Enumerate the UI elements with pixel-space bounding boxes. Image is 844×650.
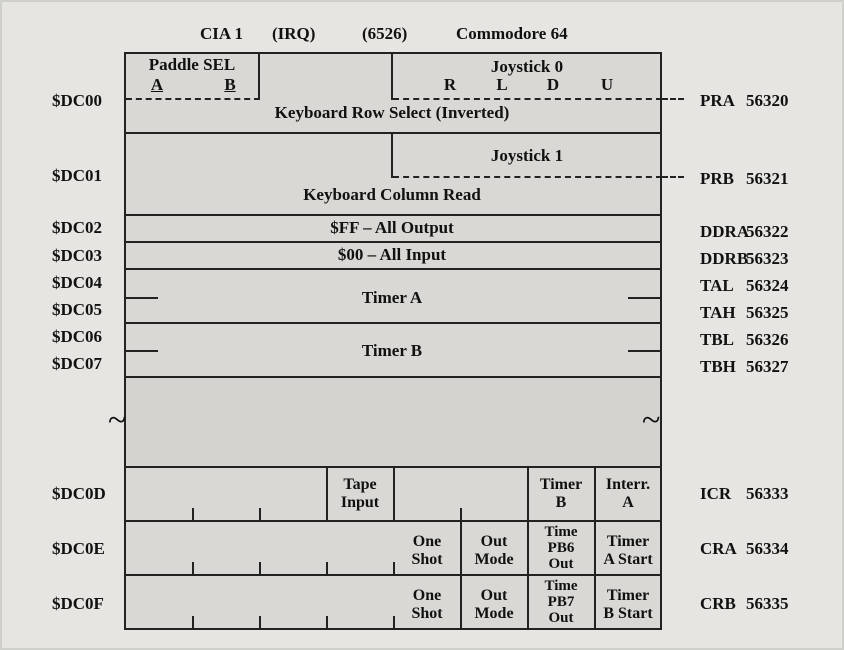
name-tah: TAH — [700, 303, 736, 322]
cra-divider-3 — [594, 522, 596, 574]
dc00-paddle-dash — [126, 98, 260, 100]
timer-b-tick-left — [126, 350, 158, 352]
decimal-56327: 56327 — [746, 357, 789, 376]
dc00-paddle-label: Paddle SEL — [148, 55, 236, 74]
dc01-keyboard-label: Keyboard Column Read — [303, 185, 481, 204]
cra-tick-2 — [259, 562, 261, 574]
dc00-keyboard-label: Keyboard Row Select (Inverted) — [274, 103, 510, 122]
title-irq: (IRQ) — [272, 24, 316, 43]
dc02-label: $FF – All Output — [330, 218, 454, 237]
crb-time-line2: PB7 — [547, 594, 575, 610]
icr-intera-line1: Interr. — [605, 476, 651, 493]
icr-tape-line1: Tape — [343, 476, 377, 493]
address-dc05: $DC05 — [52, 300, 103, 319]
timer-b-tick-right — [628, 350, 660, 352]
cra-time-line1: Time — [544, 524, 578, 540]
icr-tick-2 — [259, 508, 261, 520]
timer-a-tick-left — [126, 297, 158, 299]
separator-dc00-dc01 — [124, 132, 662, 134]
icr-timerb-line2: B — [555, 494, 567, 511]
crb-oneshot-line1: One — [412, 587, 442, 604]
address-dc06: $DC06 — [52, 327, 103, 346]
icr-intera-line2: A — [622, 494, 634, 511]
decimal-56324: 56324 — [746, 276, 789, 295]
address-dc0d: $DC0D — [52, 484, 106, 503]
dc01-prb-leader — [662, 176, 684, 178]
crb-tick-3 — [326, 616, 328, 628]
crb-time-line1: Time — [544, 578, 578, 594]
icr-divider-timerb-left — [527, 466, 529, 520]
title-chip: (6526) — [362, 24, 408, 43]
crb-time-line3: Out — [548, 610, 574, 626]
crb-tick-4 — [393, 616, 395, 628]
break-mark-right: ~ — [642, 402, 661, 439]
decimal-56322: 56322 — [746, 222, 789, 241]
dc01-joystick-label: Joystick 1 — [490, 146, 564, 165]
cra-time-line3: Out — [548, 556, 574, 572]
crb-divider-3 — [594, 576, 596, 630]
break-mark-left: ~ — [108, 402, 127, 439]
register-gap-block — [124, 376, 662, 468]
decimal-56323: 56323 — [746, 249, 789, 268]
cra-outmode-line1: Out — [480, 533, 508, 550]
dc00-paddle-a: A — [150, 75, 164, 94]
decimal-56321: 56321 — [746, 169, 789, 188]
crb-outmode-line2: Mode — [474, 605, 514, 622]
name-pra: PRA — [700, 91, 735, 110]
name-ddra: DDRA — [700, 222, 750, 241]
decimal-56326: 56326 — [746, 330, 789, 349]
cra-oneshot-line2: Shot — [411, 551, 443, 568]
cra-tick-4 — [393, 562, 395, 574]
icr-divider-tape-left — [326, 466, 328, 520]
address-dc03: $DC03 — [52, 246, 103, 265]
dc00-joystick-label: Joystick 0 — [490, 57, 564, 76]
icr-tick-1 — [192, 508, 194, 520]
cra-time-line2: PB6 — [547, 540, 575, 556]
dc00-joy-u: U — [600, 75, 614, 94]
crb-outmode-line1: Out — [480, 587, 508, 604]
address-dc0f: $DC0F — [52, 594, 104, 613]
name-tbl: TBL — [700, 330, 735, 349]
crb-start-line2: B Start — [603, 605, 653, 622]
cra-oneshot-line1: One — [412, 533, 442, 550]
decimal-56335: 56335 — [746, 594, 789, 613]
dc00-paddle-b: B — [224, 75, 236, 94]
cra-tick-1 — [192, 562, 194, 574]
cra-tick-3 — [326, 562, 328, 574]
name-cra: CRA — [700, 539, 737, 558]
title-cia: CIA 1 — [200, 24, 243, 43]
dc00-joy-l: L — [496, 75, 508, 94]
dc00-joystick-divider — [391, 52, 393, 100]
cra-start-line1: Timer — [606, 533, 650, 550]
address-dc04: $DC04 — [52, 273, 103, 292]
dc00-joystick-dash — [393, 98, 662, 100]
name-crb: CRB — [700, 594, 736, 613]
address-dc00: $DC00 — [52, 91, 103, 110]
dc01-joystick-dash — [393, 176, 662, 178]
title-computer: Commodore 64 — [456, 24, 568, 43]
cra-divider-2 — [527, 522, 529, 574]
icr-tape-line2: Input — [340, 494, 380, 511]
crb-tick-1 — [192, 616, 194, 628]
separator-cra-crb — [124, 574, 662, 576]
name-tbh: TBH — [700, 357, 736, 376]
decimal-56334: 56334 — [746, 539, 789, 558]
cra-divider-1 — [460, 522, 462, 574]
dc03-label: $00 – All Input — [337, 245, 447, 264]
dc00-joy-d: D — [546, 75, 560, 94]
crb-oneshot-line2: Shot — [411, 605, 443, 622]
icr-timerb-line1: Timer — [539, 476, 583, 493]
name-tal: TAL — [700, 276, 734, 295]
decimal-56333: 56333 — [746, 484, 789, 503]
icr-divider-tape-right — [393, 466, 395, 520]
timer-b-label: Timer B — [361, 341, 423, 360]
separator-dc03-dc04 — [124, 268, 662, 270]
name-icr: ICR — [700, 484, 732, 503]
address-dc07: $DC07 — [52, 354, 103, 373]
dc01-joystick-divider — [391, 134, 393, 178]
crb-start-line1: Timer — [606, 587, 650, 604]
separator-timers — [124, 322, 662, 324]
icr-tick-3 — [460, 508, 462, 520]
crb-divider-1 — [460, 576, 462, 630]
separator-dc02-dc03 — [124, 241, 662, 243]
timer-a-label: Timer A — [361, 288, 423, 307]
address-dc02: $DC02 — [52, 218, 103, 237]
address-dc0e: $DC0E — [52, 539, 105, 558]
cra-start-line2: A Start — [603, 551, 653, 568]
decimal-56325: 56325 — [746, 303, 789, 322]
name-prb: PRB — [700, 169, 734, 188]
icr-divider-timerb-right — [594, 466, 596, 520]
decimal-56320: 56320 — [746, 91, 789, 110]
dc00-joy-r: R — [443, 75, 457, 94]
dc00-pra-leader — [662, 98, 684, 100]
crb-divider-2 — [527, 576, 529, 630]
name-ddrb: DDRB — [700, 249, 749, 268]
cra-outmode-line2: Mode — [474, 551, 514, 568]
address-dc01: $DC01 — [52, 166, 103, 185]
dc00-paddle-divider — [258, 52, 260, 100]
separator-icr-cra — [124, 520, 662, 522]
crb-tick-2 — [259, 616, 261, 628]
timer-a-tick-right — [628, 297, 660, 299]
